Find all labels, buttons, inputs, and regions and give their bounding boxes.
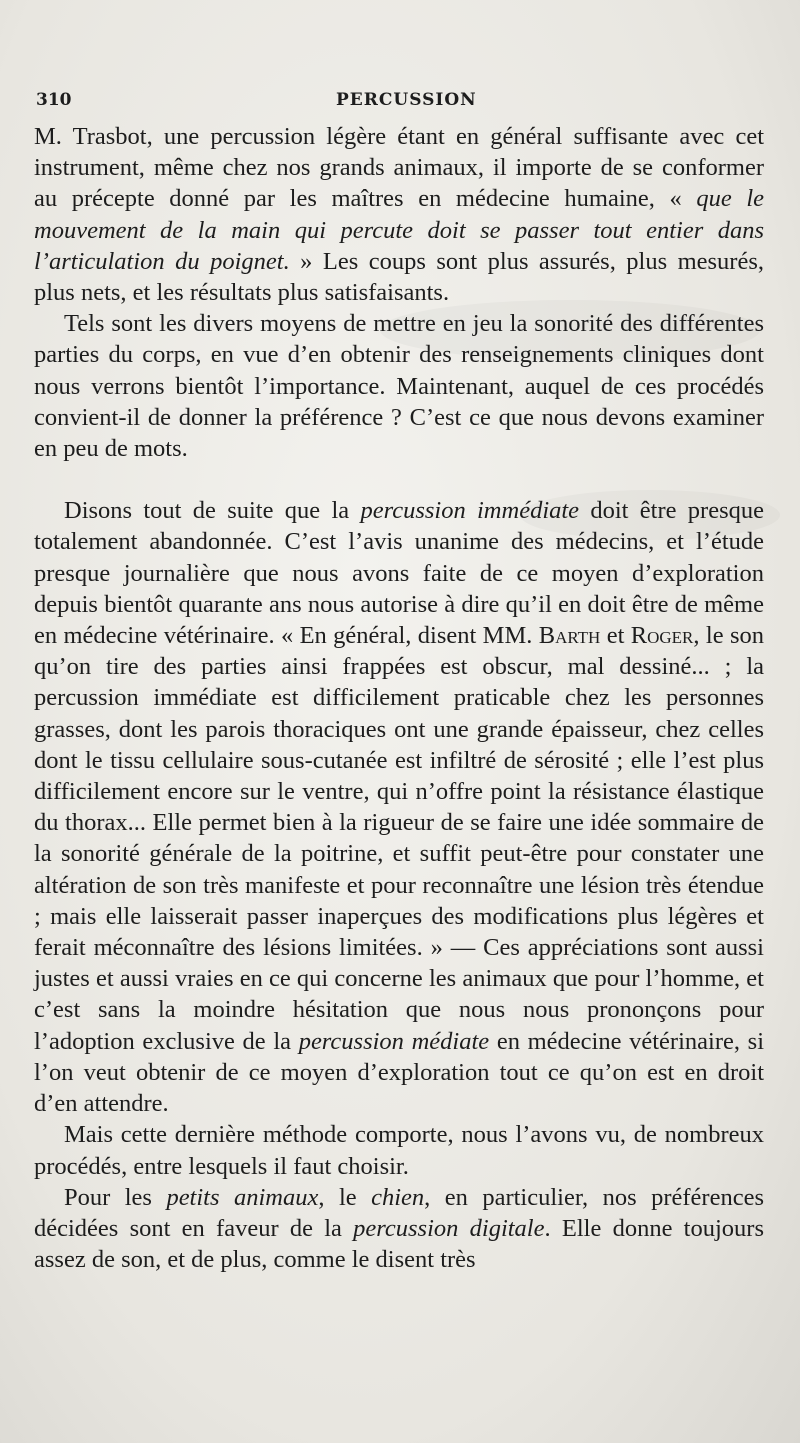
italic-text: percussion médiate [298,1027,490,1055]
paragraph [34,121,764,308]
text-run: » Les coups sont plus assurés, plus mesurés, plus nets, et les résultats plus satisfaisants. [34,247,764,307]
paragraph [34,1119,764,1181]
running-title: PERCUSSION [336,90,477,110]
italic-text: chien [371,1183,425,1211]
author-name: Barth [538,622,601,650]
text-run: doit être presque totalement abandonnée. C’est l’avis unanime des médecins, et l’étude presque journalière que nous avons faite de ce moyen d’exploration depuis bientôt quarante ans nous autorise à dire qu’il en doit être de même en médecine vétérinaire. « En général, disent MM. [34,497,764,650]
italic-text: petits animaux [166,1183,319,1211]
text-run: Mais cette dernière méthode comporte, nous l’avons vu, de nombreux procédés, entre lesquels il faut choisir. [34,1121,764,1180]
page-number: 310 [36,90,72,110]
text-run: et [600,622,631,650]
page-header [36,86,762,114]
italic-text: que le mouvement de la main qui percute doit se passer tout entier dans l’articulation du poignet. [34,185,765,275]
paragraph [34,495,764,1119]
text-run: Pour les [64,1183,167,1211]
text-run: en médecine vétérinaire, si l’on veut obtenir de ce moyen d’exploration tout ce qu’on est en droit d’en attendre. [34,1027,764,1118]
text-run: , le [318,1183,372,1211]
italic-text: percussion immédiate [360,497,580,525]
text-run: M. Trasbot, une percussion légère étant en général suffisante avec cet instrument, même chez nos grands animaux, il importe de se conformer au précepte donné par les maîtres en médecine humaine, « [34,123,764,213]
text-run: . Elle donne toujours assez de son, et de plus, comme le disent très [34,1214,764,1274]
italic-text: percussion digitale [353,1214,545,1242]
paragraph [34,1182,764,1276]
text-run: Tels sont les divers moyens de mettre en jeu la sonorité des différentes parties du corps, en vue d’en obtenir des renseignements cliniques dont nous verrons bientôt l’importance. Maintenant, auquel de ces procédés convient-il de donner la préférence ? C’est ce que nous devons examiner en peu de mots. [34,310,764,463]
body-text [34,121,764,1275]
author-name: Roger [630,622,694,650]
paragraph [34,308,764,464]
text-run: , en particulier, nos préférences décidées sont en faveur de la [34,1183,764,1242]
text-run: , le son qu’on tire des parties ainsi frappées est obscur, mal dessiné... ; la percussion immédiate est difficilement praticable chez les personnes grasses, dont les parois thoraciques ont une grande épaisseur, chez celles dont le tissu cellulaire sous-cutanée est infiltré de sérosité ; elle l’est plus difficilement encore sur le ventre, qui n’offre point la résistance élastique du thorax... Elle permet bien à la rigueur de se faire une idée sommaire de la sonorité générale de la poitrine, et suffit peut-être pour constater une altération de son très manifeste et pour reconnaître une lésion très étendue ; mais elle laisserait passer inaperçues des modifications plus légères et ferait méconnaître des lésions limitées. » — Ces appréciations sont aussi justes et aussi vraies en ce qui concerne les animaux que pour l’homme, et c’est sans la moindre hésitation que nous nous prononçons pour l’adoption exclusive de la [34,622,764,1055]
text-run: Disons tout de suite que la [64,497,361,525]
